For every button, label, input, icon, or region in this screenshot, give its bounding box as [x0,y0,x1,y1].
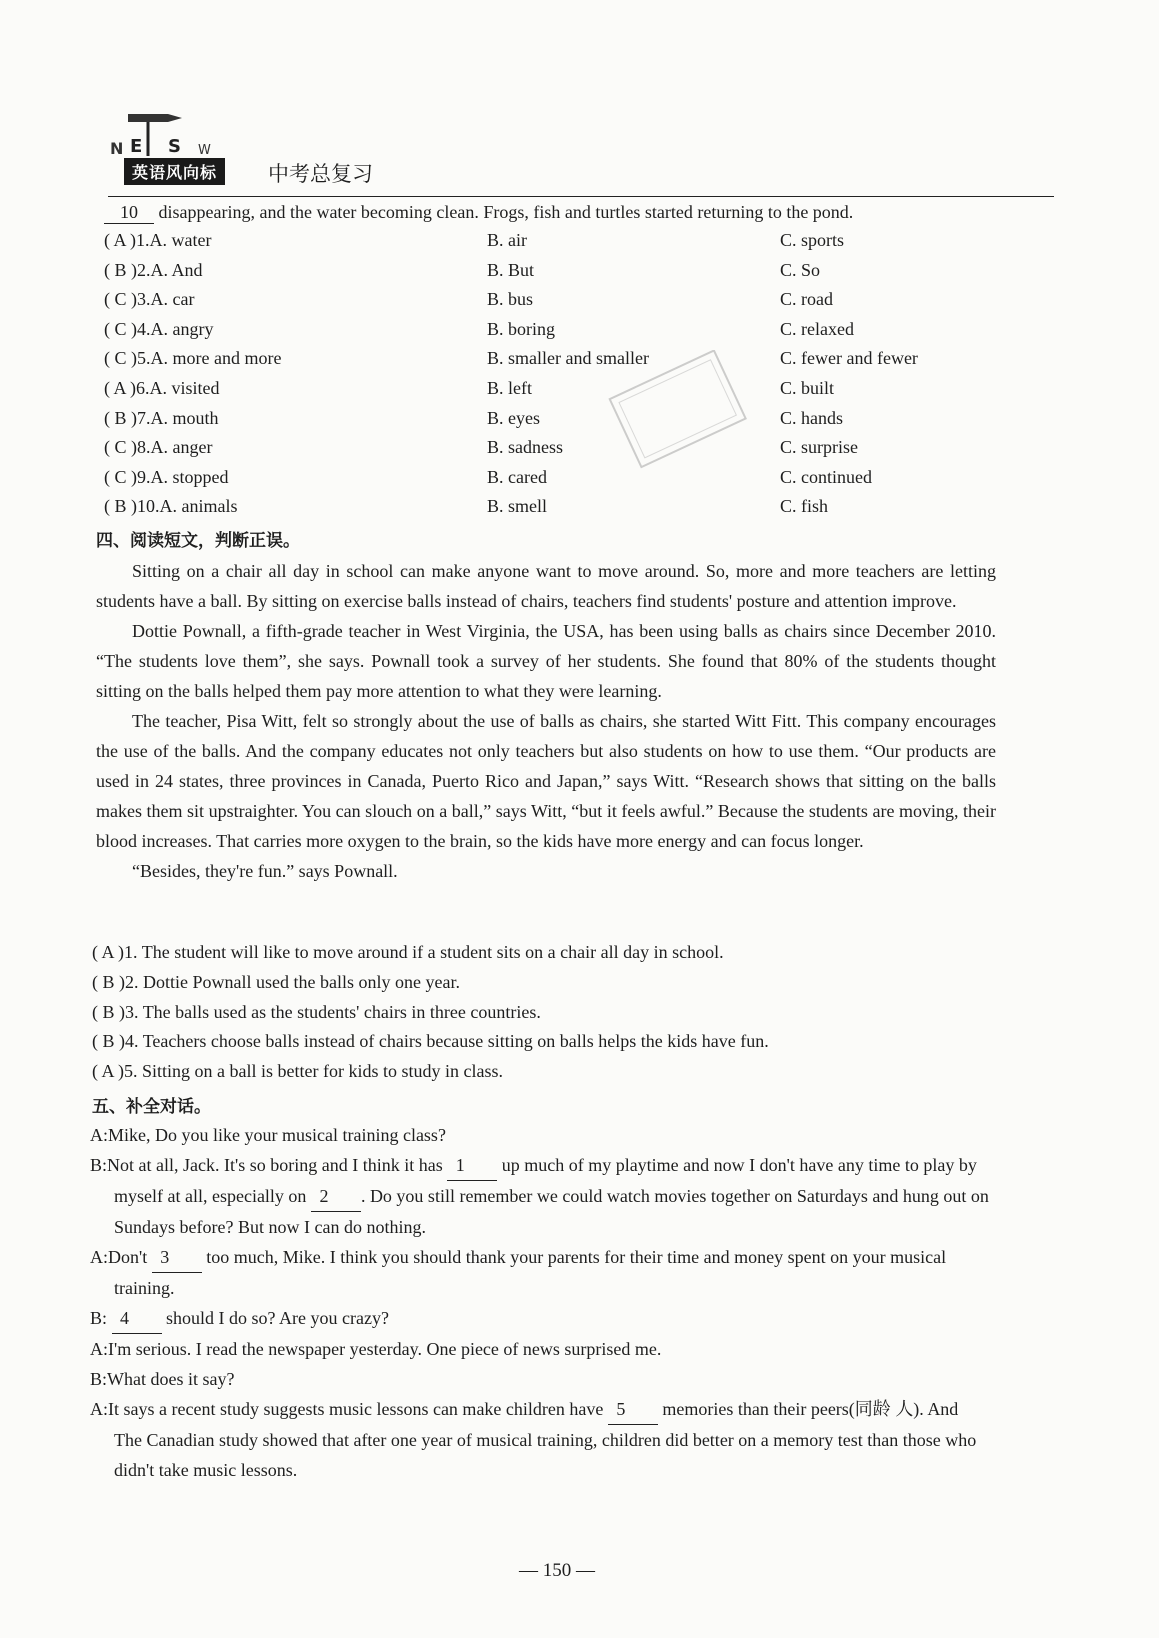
page-number: — 150 — [519,1560,595,1581]
option-b: B. boring [487,318,556,339]
option-b: B. smell [487,496,548,517]
option-b: B. But [487,259,535,280]
dialogue [90,1120,990,1485]
dialogue-text: A:Don't [90,1247,148,1267]
option-b: B. cared [487,466,547,487]
dialogue-text: Saturdays and hung out on Sundays before? But now I can do nothing. [114,1186,989,1237]
question-number: 3. [137,289,151,310]
option-b: B. bus [487,289,534,310]
dialogue-line [90,1303,990,1334]
header-title: 中考总复习 [268,162,373,186]
cloze-question: ( B )2.A. And [104,259,203,280]
option-a: A. more and more [150,348,282,369]
tf-text: 5. Sitting on a ball is better for kids to study in class. [124,1061,503,1082]
option-a: A. stopped [150,466,229,487]
dialogue-line: B:What does it say? [90,1369,235,1389]
answer-choice: C [114,289,127,310]
option-c: C. sports [780,230,845,250]
blank-10: 10 [104,202,154,224]
cloze-question: ( C )5.A. more and more [104,348,282,369]
question-number: 7. [137,407,151,428]
cloze-question: ( B )10.A. animals [104,496,238,517]
dialogue-text: should I do so? Are you crazy? [166,1308,389,1328]
option-b: B. air [487,230,527,250]
tf-question: ( B )4. Teachers choose balls instead of chairs because sitting on balls helps the kids have fun. [92,1031,769,1052]
svg-text:S: S [168,136,181,157]
question-number: 1. [136,230,150,250]
dialogue-text: too much, Mike. I think you should thank your parents for their time and money spent on your [206,1247,886,1267]
tf-text: 4. Teachers choose balls instead of chairs because sitting on balls helps the kids have fun. [125,1031,769,1052]
option-b: B. sadness [487,437,563,458]
option-c: C. relaxed [780,318,854,339]
paragraph-3: The teacher, Pisa Witt, felt so strongly about the use of balls as chairs, she started Witt Fitt. This company encourages the use of the balls. And the company educates not only teachers but also students on how to use them. “Our products are used in 24 states, three provinces in Canada, Puerto Rico and Japan,” says Witt. “Research shows that sitting on the balls makes them sit upstraighter. You can slouch on a ball,” says Witt, “but it feels awful.” Because the students are moving, their blood increases. That carries more oxygen to the brain, so the kids have more energy and can focus longer. [96,711,996,851]
question-number: 2. [137,259,151,280]
question-number: 9. [137,466,151,487]
cloze-question: ( B )7.A. mouth [104,407,219,428]
dialogue-text: test than those who didn't take music lessons. [114,1430,977,1480]
option-c: C. continued [780,466,872,487]
tf-answer: A [101,942,114,962]
answer-choice: C [114,348,127,369]
blank-1: 1 [447,1150,497,1181]
answer-choice: C [114,466,127,487]
dialogue-text: B:Not at all, Jack. It's so boring and I think it has [90,1155,443,1175]
option-a: A. mouth [150,407,219,428]
tf-text: 1. The student will like to move around if a student sits on a chair all day in school. [124,942,724,962]
dialogue-text: memories than their peers(同龄 [662,1399,891,1419]
question-number: 8. [137,437,151,458]
option-a: A. animals [159,496,238,517]
tf-answer: B [102,1031,115,1052]
question-number: 6. [136,378,150,398]
option-a: A. car [150,289,195,310]
option-c: C. road [780,289,833,310]
dialogue-text: A:It says a recent study suggests music lessons can make children have [90,1399,604,1419]
option-a: A. angry [150,318,214,339]
paragraph-4: “Besides, they're fun.” says Pownall. [132,861,398,881]
dialogue-text: . Do you still remember we could watch movies together on [360,1186,793,1206]
tf-text: 2. Dottie Pownall used the balls only one year. [125,971,460,992]
option-a: A. anger [150,437,213,458]
option-a: A. water [149,230,212,250]
cloze-question: ( C )4.A. angry [104,318,214,339]
cloze-question: ( A )1.A. water [104,230,212,250]
tf-question: ( A )5. Sitting on a ball is better for kids to study in class. [92,1061,503,1082]
section5-heading: 五、补全对话。 [92,1097,211,1117]
answer-choice: C [114,437,127,458]
question-number: 4. [137,318,151,339]
tf-question: ( A )1. The student will like to move around if a student sits on a chair all day in school. [92,942,724,962]
lead-line [104,202,853,224]
cloze-question: ( C )3.A. car [104,289,195,310]
svg-text:W: W [198,143,211,158]
lead-text: disappearing, and the water becoming clean. Frogs, fish and turtles started returning to the pond. [158,202,854,222]
answer-choice: B [114,259,127,280]
svg-text:N: N [110,139,124,158]
option-c: C. fish [780,496,829,517]
option-b: B. smaller and smaller [487,348,649,369]
option-a: A. And [150,259,203,280]
dialogue-text: musical training. [114,1247,947,1298]
cloze-question: ( C )8.A. anger [104,437,213,458]
option-c: C. So [780,259,821,280]
dialogue-line: A:I'm serious. I read the newspaper yesterday. One piece of news surprised me. [90,1339,662,1359]
option-c: C. surprise [780,437,858,458]
tf-answer: B [102,1001,115,1022]
blank-3: 3 [152,1242,202,1273]
header-badge: 英语风向标 [124,158,225,185]
tf-answer: A [101,1061,114,1082]
answer-choice: A [113,230,126,250]
dialogue-line [90,1242,990,1303]
dialogue-text: B: [90,1308,108,1328]
dialogue-line [90,1150,990,1242]
paragraph-2: Dottie Pownall, a fifth-grade teacher in West Virginia, the USA, has been using balls as chairs since December 2010. “The students love them”, she says. Pownall took a survey of her students. She found that 80% of the students thought sitting on the balls helped them pay more attention to what they were learning. [96,621,996,701]
section4-heading: 四、阅读短文，判断正误。 [96,531,300,551]
tf-question: ( B )3. The balls used as the students' chairs in three countries. [92,1001,541,1022]
cloze-question: ( A )6.A. visited [104,378,220,398]
question-number: 10. [137,496,160,517]
dialogue-line: A:Mike, Do you like your musical training class? [90,1125,446,1145]
paragraph-1: Sitting on a chair all day in school can make anyone want to move around. So, more and more teachers are letting students have a ball. By sitting on exercise balls instead of chairs, teachers find students' posture and attention improve. [96,561,996,611]
tf-answer: B [102,971,115,992]
option-c: C. fewer and fewer [780,348,918,369]
option-b: B. eyes [487,407,540,428]
watermark-stamp-icon [606,350,756,470]
tf-question: ( B )2. Dottie Pownall used the balls only one year. [92,971,460,992]
dialogue-line [90,1394,990,1485]
answer-choice: B [114,496,127,517]
svg-text:E: E [130,136,143,157]
reading-passage [96,556,996,886]
answer-choice: C [114,318,127,339]
blank-4: 4 [112,1303,162,1334]
cloze-question: ( C )9.A. stopped [104,466,229,487]
dialogue-text: 人). And The Canadian study showed that after one year of musical training, children did better on a memory [114,1399,959,1450]
answer-choice: A [113,378,126,398]
blank-5: 5 [608,1394,658,1425]
option-b: B. left [487,378,532,398]
dialogue-text: to play by myself at all, especially on [114,1155,977,1206]
question-number: 5. [137,348,151,369]
tf-text: 3. The balls used as the students' chairs in three countries. [125,1001,541,1022]
header-divider [108,196,1054,197]
option-c: C. built [780,378,835,398]
answer-choice: B [114,407,127,428]
option-a: A. visited [149,378,220,398]
option-c: C. hands [780,407,843,428]
dialogue-text: up much of my playtime and now I don't have any time [501,1155,901,1175]
blank-2: 2 [311,1181,361,1212]
